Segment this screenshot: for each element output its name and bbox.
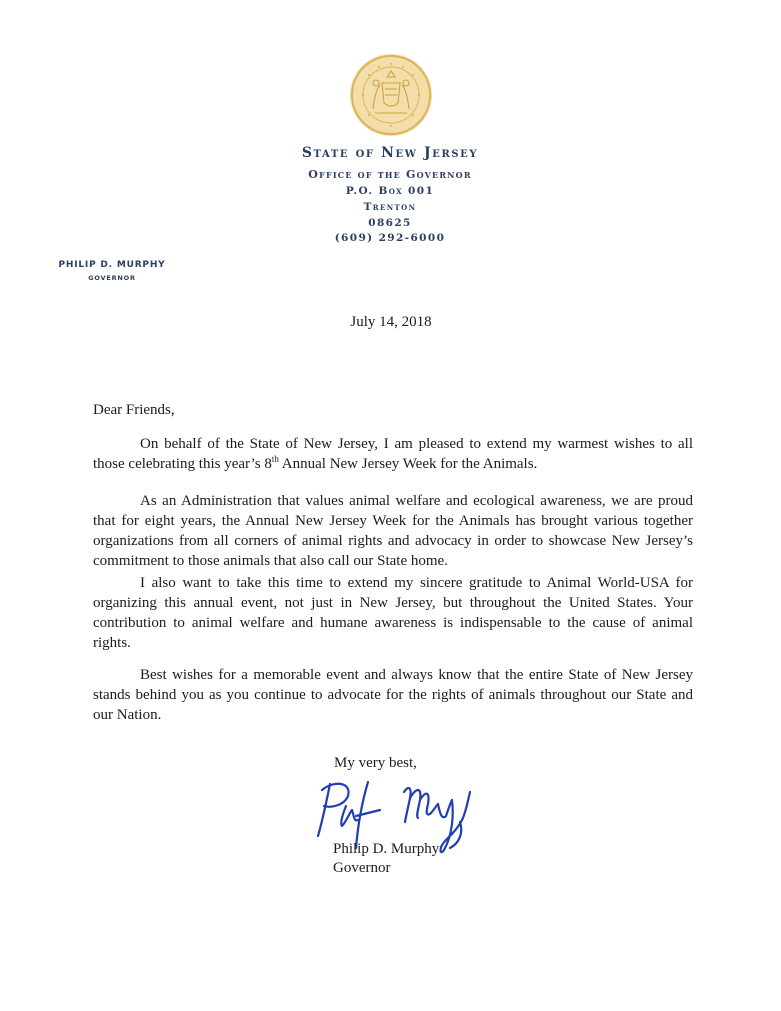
closing: My very best,	[334, 755, 417, 771]
paragraph-1-text-end: Annual New Jersey Week for the Animals.	[278, 456, 538, 472]
ordinal-suffix: th	[271, 454, 279, 464]
letterhead-governor-name: PHILIP D. MURPHY	[58, 260, 166, 270]
signer-name: Philip D. Murphy	[333, 841, 440, 857]
paragraph-1	[93, 434, 693, 474]
paragraph-1-text: On behalf of the State of New Jersey, I am pleased to extend my warmest wishes to all those celebrating this year’s 8	[93, 436, 693, 472]
letterhead-state: State of New Jersey	[301, 145, 479, 161]
salutation: Dear Friends,	[93, 402, 175, 418]
paragraph-3: I also want to take this time to extend my sincere gratitude to Animal World-USA for organizing this annual event, not just in New Jersey, but throughout the United States. Your contribution to animal welfare and humane awareness is indispensable to the cause of animal rights.	[93, 575, 693, 651]
letterhead-governor-title: GOVERNOR	[88, 274, 136, 282]
signer-title: Governor	[333, 860, 391, 876]
state-seal-icon	[349, 53, 433, 137]
letterhead-zip: 08625	[368, 217, 412, 229]
letterhead-office: Office of the Governor	[308, 168, 472, 181]
letterhead-po-box: P.O. Box 001	[345, 185, 435, 197]
letter-date: July 14, 2018	[350, 314, 432, 330]
letterhead-city: Trenton	[363, 201, 417, 213]
letterhead-phone: (609) 292-6000	[334, 232, 446, 244]
paragraph-2: As an Administration that values animal welfare and ecological awareness, we are proud that for eight years, the Annual New Jersey Week for the Animals has brought various together organizations from all corners of animal rights and advocacy in order to showcase New Jersey’s commitment to those animals that also call our State home.	[93, 493, 693, 569]
paragraph-4: Best wishes for a memorable event and always know that the entire State of New Jersey stands behind you as you continue to advocate for the rights of animals throughout our State and our Nation.	[93, 667, 693, 723]
